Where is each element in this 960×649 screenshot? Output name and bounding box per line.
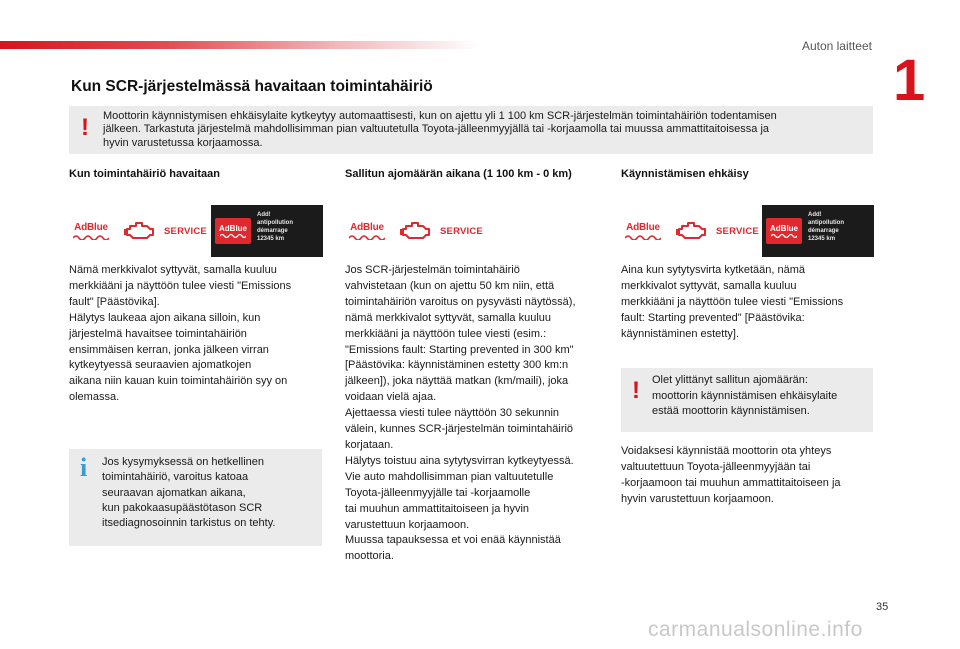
text-line: fault" [Päästövika]. <box>69 295 160 308</box>
text-line: tai muuhun ammattitaitoiseen ja hyvin <box>345 502 530 515</box>
text-line: jälkeen]), joka näyttää matkan (km/maili), joka <box>345 375 569 388</box>
text-line: toimintahäiriön varoitus on pysyvästi näytössä), <box>345 295 576 308</box>
column-3-text <box>621 263 843 343</box>
text-line: kun pakokaasupäästötason SCR <box>102 501 263 514</box>
text-line: moottorin käynnistämisen ehkäisylaite <box>652 389 838 402</box>
text-line: -korjaamoon tai muuhun ammattitaitoiseen ja <box>621 476 841 489</box>
text-line: merkkiääni ja näyttöön tulee viesti (esim.: <box>345 327 547 340</box>
header-accent-bar <box>0 41 480 49</box>
service-icon: SERVICE <box>440 225 483 237</box>
text-line: seuraavan ajomatkan aikana, <box>102 486 246 499</box>
indicator-icons-2 <box>346 220 483 242</box>
dashboard-display-1 <box>211 205 323 257</box>
text-line: Jos kysymyksessä on hetkellinen <box>102 456 265 468</box>
text-line: Toyota-jälleenmyyjälle tai -korjaamolle <box>345 486 531 499</box>
text-line: moottoria. <box>345 550 394 563</box>
text-line: Olet ylittänyt sallitun ajomäärän: <box>652 374 808 386</box>
text-line: Hälytys toistuu aina sytytysvirran kytkeytyessä. <box>345 454 574 467</box>
text-line: itsediagnosoinnin tarkistus on tehty. <box>102 517 276 530</box>
text-line: voidaan vielä ajaa. <box>345 391 437 404</box>
engine-icon <box>676 220 708 242</box>
exclamation-icon: ! <box>632 377 640 404</box>
text-line: valtuutettuun Toyota-jälleenmyyjään tai <box>621 460 811 473</box>
adblue-icon: AdBlue <box>622 223 664 240</box>
top-warning-text <box>103 110 865 150</box>
text-line: Muussa tapauksessa et voi enää käynnistää <box>345 534 561 547</box>
text-line: aikana niin kauan kuin toimintahäiriön syy on <box>69 375 288 388</box>
column-2-heading: Sallitun ajomäärän aikana (1 100 km - 0 km) <box>345 168 572 180</box>
text-line: Ajettaessa viesti tulee näyttöön 30 sekunnin <box>345 407 560 420</box>
engine-icon <box>400 220 432 242</box>
text-line: järjestelmä havaitsee toimintahäiriön <box>69 327 247 340</box>
text-line: Aina kun sytytysvirta kytketään, nämä <box>621 264 806 276</box>
text-line: merkkivalot syttyvät, samalla kuuluu <box>621 279 797 292</box>
text-line: Vie auto mahdollisimman pian valtuutetulle <box>345 470 554 483</box>
display-adblue-badge: AdBlue <box>766 218 802 244</box>
indicator-icons-1 <box>70 220 207 242</box>
text-line: jälkeen. Tarkastuta järjestelmä mahdollisimman pian valtuutetulla Toyota-jälleenmyyjällä tai -korjaamolla tai muussa ammattitaitoisessa ja <box>103 123 770 136</box>
text-line: [Päästövika: käynnistäminen estetty 300 km:n <box>345 359 569 372</box>
display-adblue-badge: AdBlue <box>215 218 251 244</box>
start-prevention-warning-text <box>652 373 837 420</box>
engine-icon <box>124 220 156 242</box>
text-line: hyvin varustettuun korjaamoon. <box>621 492 774 505</box>
display-message: Add! antipollution démarrage 12345 km <box>257 212 293 242</box>
text-line: Moottorin käynnistymisen ehkäisylaite kytkeytyy automaattisesti, kun on ajettu yli 1 100 km SCR-järjestelmän toimintahäiriön todentamisen <box>103 110 777 122</box>
top-warning-box <box>69 106 873 154</box>
text-line: toimintahäiriö, varoitus katoaa <box>102 471 249 484</box>
text-line: ensimmäisen kerran, jonka jälkeen virran <box>69 343 269 356</box>
column-2-text <box>345 263 576 565</box>
service-icon: SERVICE <box>164 225 207 237</box>
chapter-number: 1 <box>893 48 926 113</box>
text-line: välein, kunnes SCR-järjestelmän toimintahäiriö <box>345 423 574 436</box>
info-note-box <box>69 449 322 546</box>
column-1-heading: Kun toimintahäiriö havaitaan <box>69 168 220 180</box>
service-icon: SERVICE <box>716 225 759 237</box>
text-line: nämä merkkivalot syttyvät, samalla kuuluu <box>345 311 552 324</box>
text-line: korjataan. <box>345 438 394 451</box>
text-line: Nämä merkkivalot syttyvät, samalla kuuluu <box>69 264 277 276</box>
adblue-icon: AdBlue <box>70 223 112 240</box>
column-3-after-text <box>621 444 841 508</box>
page-number: 35 <box>876 601 889 613</box>
text-line: olemassa. <box>69 391 120 404</box>
column-1-text <box>69 263 291 406</box>
indicator-icons-3 <box>622 220 759 242</box>
text-line: Jos SCR-järjestelmän toimintahäiriö <box>345 264 520 276</box>
info-icon: i <box>80 453 88 482</box>
text-line: merkkiääni ja näyttöön tulee viesti "Emissions <box>621 295 844 308</box>
exclamation-icon: ! <box>81 114 89 141</box>
adblue-icon: AdBlue <box>346 223 388 240</box>
info-note-text <box>102 455 275 531</box>
column-3-heading: Käynnistämisen ehkäisy <box>621 168 749 180</box>
text-line: käynnistäminen estetty]. <box>621 327 740 340</box>
start-prevention-warning-box <box>621 368 873 432</box>
text-line: Hälytys laukeaa ajon aikana silloin, kun <box>69 311 261 324</box>
text-line: vahvistetaan (kun on ajettu 50 km niin, että <box>345 279 555 292</box>
text-line: merkkiääni ja näyttöön tulee viesti "Emissions <box>69 279 292 292</box>
text-line: kytkeytyessä seuraavien ajomatkojen <box>69 359 252 372</box>
text-line: varustettuun korjaamoon. <box>345 518 470 531</box>
text-line: Voidaksesi käynnistää moottorin ota yhteys <box>621 445 832 457</box>
display-message: Add! antipollution démarrage 12345 km <box>808 212 844 242</box>
text-line: estää moottorin käynnistämisen. <box>652 405 810 417</box>
watermark: carmanualsonline.info <box>648 618 863 641</box>
page-title: Kun SCR-järjestelmässä havaitaan toimintahäiriö <box>71 78 433 95</box>
text-line: hyvin varustetussa korjaamossa. <box>103 136 263 149</box>
text-line: fault: Starting prevented" [Päästövika: <box>621 311 805 324</box>
section-name: Auton laitteet <box>801 39 872 53</box>
dashboard-display-3 <box>762 205 874 257</box>
text-line: "Emissions fault: Starting prevented in 300 km" <box>345 343 574 356</box>
